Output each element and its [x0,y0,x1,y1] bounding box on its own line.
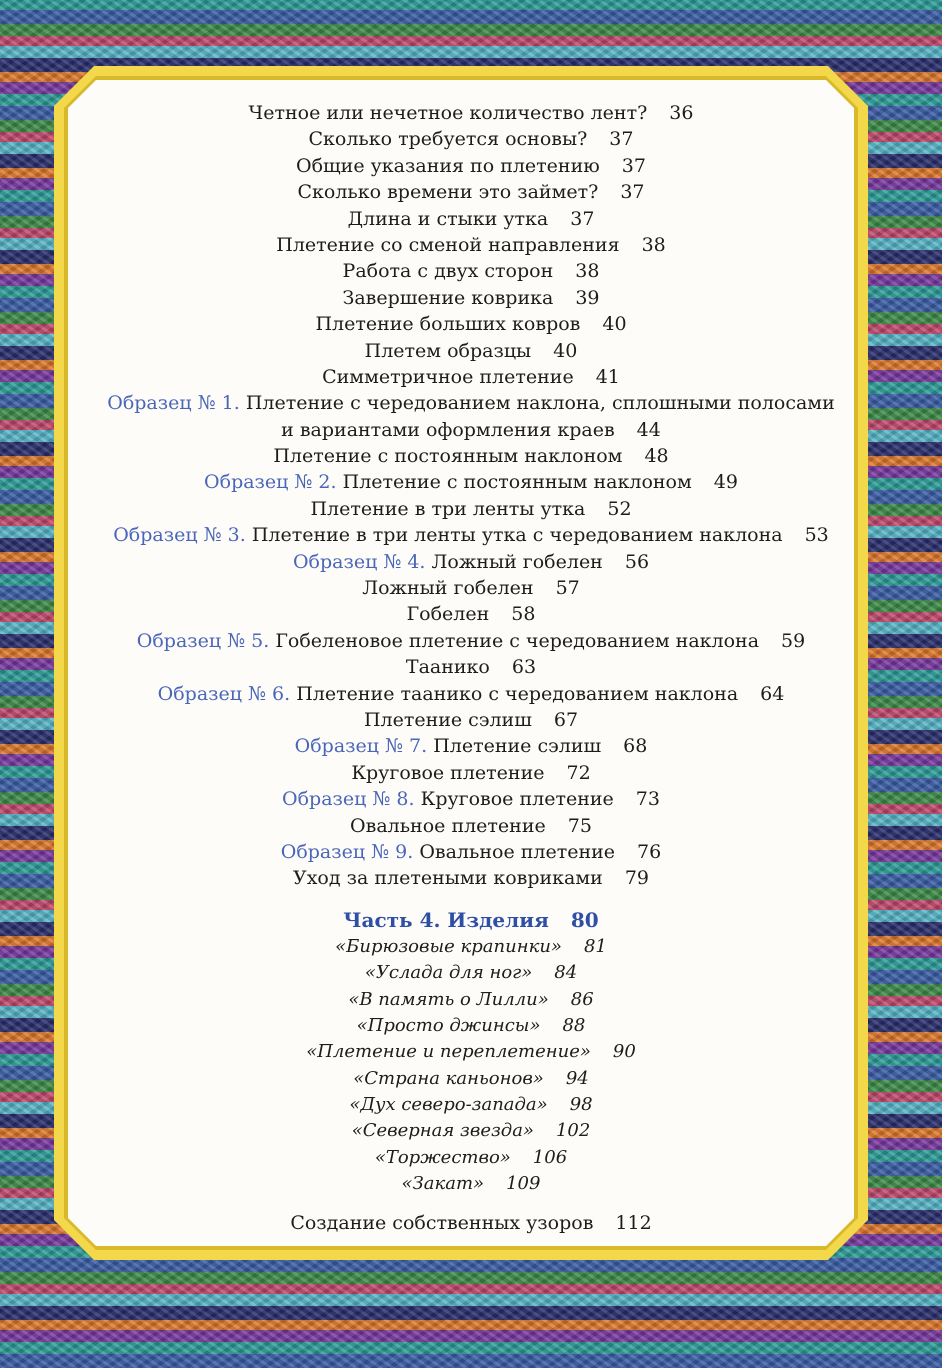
toc-entry: Плетение с постоянным наклоном 48 [273,445,669,468]
toc-entry: Плетение сэлиш 67 [363,708,579,731]
toc-entry-sample-4: Образец № 4. Ложный гобелен 56 [292,550,650,573]
toc-entry-sample-3: Образец № 3. Плетение в три ленты утка с чередованием наклона 53 [113,524,829,547]
sample-ref: Образец № 8. [282,788,415,811]
toc-entry: Плетение в три ленты утка 52 [310,497,632,520]
toc-entry: Длина и стыки утка 37 [347,207,595,230]
toc-entry: Уход за плетеными ковриками 79 [292,867,650,890]
toc-project: «Закат» 109 [401,1173,541,1195]
toc-project: «Просто джинсы» 88 [356,1014,586,1036]
sample-ref: Образец № 1. [107,392,240,415]
toc-project: «Бирюзовые крапинки» 81 [335,935,607,957]
sample-ref: Образец № 9. [280,840,414,863]
toc-entry: Плетем образцы 40 [364,339,578,362]
toc-entry-sample-2: Образец № 2. Плетение с постоянным наклоном 49 [204,471,738,494]
toc-project: «Дух северо-запада» 98 [349,1094,593,1116]
toc-entry-sample-9: Образец № 9. Овальное плетение 76 [280,840,662,863]
table-of-contents [0,100,942,1236]
sample-ref: Образец № 6. [157,682,291,705]
toc-entry-sample-5: Образец № 5. Гобеленовое плетение с чередованием наклона 59 [136,629,806,652]
sample-ref: Образец № 5. [136,629,270,652]
toc-entry-sample-1-cont: и вариантами оформления краев 44 [281,418,661,441]
toc-entry-final: Создание собственных узоров 112 [290,1211,652,1234]
toc-entry: Овальное плетение 75 [350,814,592,837]
toc-part-heading: Часть 4. Изделия 80 [343,907,599,932]
toc-project: «Плетение и переплетение» 90 [306,1041,636,1063]
toc-entry: Плетение со сменой направления 38 [276,233,666,256]
sample-ref: Образец № 4. [292,550,426,573]
toc-entry: Плетение больших ковров 40 [315,313,627,336]
toc-entry: Четное или нечетное количество лент? 36 [248,102,694,124]
toc-entry: Ложный гобелен 57 [362,577,580,600]
toc-entry: Общие указания по плетению 37 [296,154,646,177]
sample-ref: Образец № 2. [204,471,337,494]
toc-entry: Работа с двух сторон 38 [342,260,600,283]
toc-project: «Услада для ног» 84 [364,962,578,984]
toc-project: «В память о Лилли» 86 [348,988,594,1010]
toc-entry-sample-8: Образец № 8. Круговое плетение 73 [282,788,660,811]
toc-entry: Завершение коврика 39 [342,286,600,309]
sample-ref: Образец № 7. [294,735,428,758]
toc-entry-sample-7: Образец № 7. Плетение сэлиш 68 [294,735,648,758]
toc-entry-sample-1: Образец № 1. Плетение с чередованием наклона, сплошными полосами [107,392,835,415]
toc-project: «Торжество» 106 [374,1146,568,1168]
sample-ref: Образец № 3. [113,524,246,547]
toc-entry-sample-6: Образец № 6. Плетение таанико с чередованием наклона 64 [157,682,785,705]
toc-entry: Симметричное плетение 41 [322,365,620,388]
toc-entry: Гобелен 58 [406,603,536,626]
toc-entry: Сколько требуется основы? 37 [308,128,634,151]
toc-project: «Страна каньонов» 94 [353,1067,589,1089]
toc-entry: Таанико 63 [405,656,537,679]
toc-entry: Сколько времени это займет? 37 [297,181,645,204]
toc-entry: Круговое плетение 72 [351,761,591,784]
toc-project: «Северная звезда» 102 [351,1120,591,1142]
